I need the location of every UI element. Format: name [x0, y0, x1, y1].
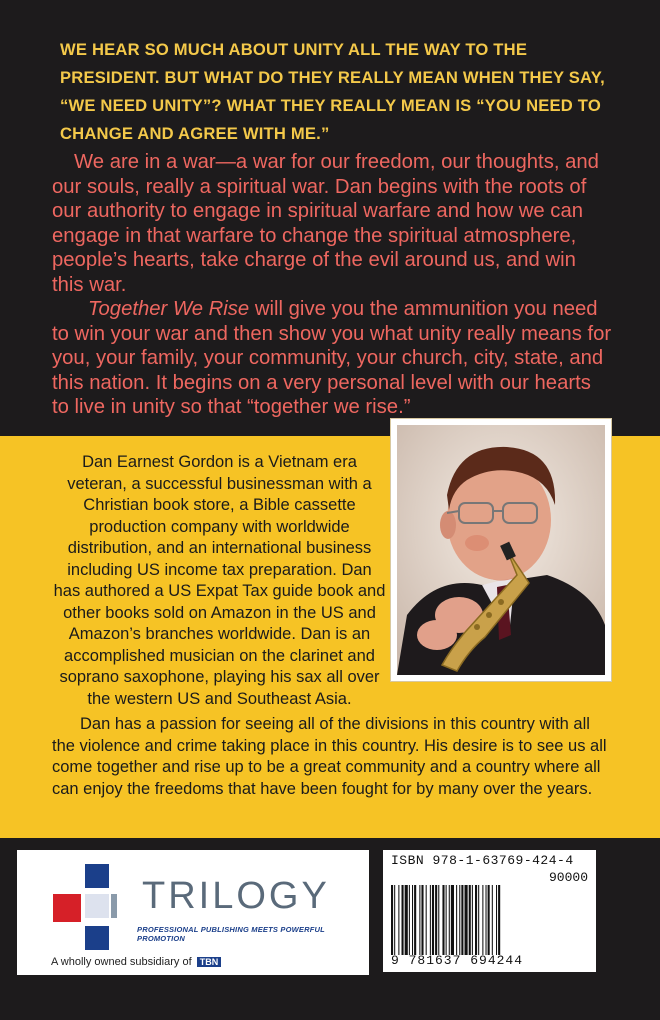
barcode-bar — [432, 885, 434, 955]
barcode-bar — [496, 885, 497, 955]
barcode-bar — [430, 885, 431, 955]
publisher-tagline: PROFESSIONAL PUBLISHING MEETS POWERFUL PROMOTION — [137, 925, 325, 943]
barcode-bar — [498, 885, 500, 955]
barcode-bar — [488, 885, 490, 955]
publisher-subsidiary-line — [51, 956, 221, 968]
author-bio — [52, 452, 608, 800]
barcode-bar — [459, 885, 460, 955]
barcode-bar — [398, 885, 399, 955]
barcode-bar — [391, 885, 393, 955]
barcode-bar — [478, 885, 479, 955]
barcode-bar — [442, 885, 444, 955]
barcode-bar — [402, 885, 404, 955]
tbn-logo: TBN — [197, 957, 222, 967]
barcode-bar — [465, 885, 468, 955]
barcode-bar — [394, 885, 395, 955]
barcode-bar — [461, 885, 463, 955]
barcode-bar — [475, 885, 477, 955]
barcode-bar — [469, 885, 471, 955]
barcode-bar — [405, 885, 408, 955]
description-paragraph-1: We are in a war—a war for our freedom, our thoughts, and our souls, really a spiritual war. Dan begins with the roots of our authority to engage in spiritual warfare and how we can engage in that warfare to change the spiritual atmosphere, people’s hearts, take charge of the evil around us, and win this war. — [52, 151, 599, 296]
isbn-number: ISBN 978-1-63769-424-4 — [391, 853, 574, 868]
barcode-bar — [451, 885, 454, 955]
barcode-bar — [438, 885, 439, 955]
barcode-bar — [482, 885, 483, 955]
back-cover-headline: WE HEAR SO MUCH ABOUT UNITY ALL THE WAY TO THE PRESIDENT. BUT WHAT DO THEY REALLY MEAN WHEN THEY SAY, “WE NEED UNITY”? WHAT THEY REALLY MEAN IS “YOU NEED TO CHANGE AND AGREE WITH ME.” — [60, 40, 605, 143]
barcode-bar — [426, 885, 427, 955]
publisher-logo-box — [17, 850, 369, 975]
barcode-bar — [486, 885, 487, 955]
barcode-bars-icon — [391, 885, 588, 955]
price-code: 90000 — [548, 870, 588, 885]
barcode-bar — [409, 885, 410, 955]
barcode-bar — [412, 885, 413, 955]
barcode-bar — [435, 885, 437, 955]
barcode-bar — [449, 885, 450, 955]
bio-paragraph-1: Dan Earnest Gordon is a Vietnam era veteran, a successful businessman with a Christian book store, a Bible cassette production company with worldwide distribution, and an international business including US income tax preparation. Dan has authored a US Expat Tax guide book and other books sold on Amazon in the US and Amazon’s branches worldwide. Dan is an accomplished musician on the clarinet and soprano saxophone, playing his sax all over the western US and Southeast Asia. — [53, 453, 386, 708]
book-description — [52, 150, 612, 420]
trilogy-logo-icon — [47, 862, 137, 957]
subsidiary-text: A wholly owned subsidiary of — [51, 956, 192, 968]
barcode-bar — [456, 885, 457, 955]
barcode-bar — [421, 885, 423, 955]
barcode-bar — [472, 885, 473, 955]
isbn-barcode — [383, 850, 596, 972]
description-paragraph-2-text: will give you the ammunition you need to win your war and then show you what unity really means for you, your family, your community, your church, city, state, and this nation. It begins on a very personal level with our hearts to live in unity so that “together we rise.” — [52, 298, 612, 418]
barcode-bar — [414, 885, 416, 955]
publisher-name: TRILOGY — [142, 875, 330, 917]
barcode-digits: 9 781637 694244 — [391, 953, 524, 968]
barcode-bar — [492, 885, 493, 955]
barcode-bar — [446, 885, 447, 955]
barcode-bar — [419, 885, 420, 955]
description-paragraph-2 — [52, 297, 612, 420]
bio-paragraph-2: Dan has a passion for seeing all of the divisions in this country with all the violence and crime taking place in this country. His desire is to see us all come together and rise up to be a great community and a country where all can enjoy the freedoms that have been fought for by many over the years. — [52, 715, 607, 798]
book-title-italic: Together We Rise — [88, 298, 250, 320]
